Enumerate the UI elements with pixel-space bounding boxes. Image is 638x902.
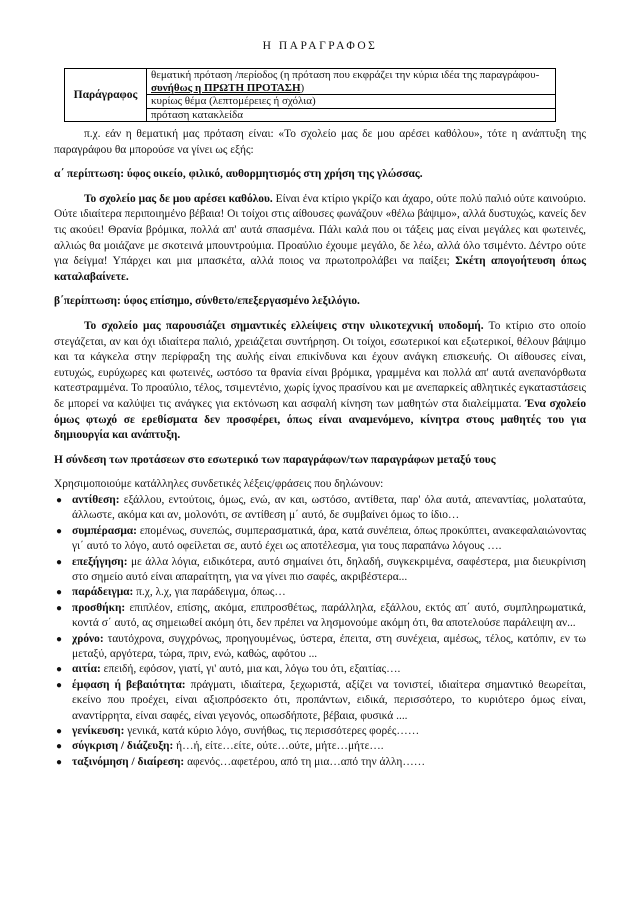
connective-category: προσθήκη:	[72, 601, 126, 614]
bullet-icon: ●	[56, 756, 63, 768]
list-item	[54, 739, 586, 754]
connective-category: αντίθεση:	[72, 493, 120, 506]
connective-examples: ταυτόχρονα, συγχρόνως, προηγουμένως, ύστερα, έπειτα, στη συνέχεια, αμέσως, τέλος, κατόπιν, εν τω μεταξύ, αργότερα, τώρα, πριν, ενώ, καθώς, αφότου ...	[72, 632, 586, 660]
bullet-icon: ●	[56, 664, 63, 676]
connective-category: γενίκευση:	[72, 724, 125, 737]
topic-sentence-text: θεματική πρόταση /περίοδος (η πρόταση που εκφράζει την κύρια ιδέα της παραγράφου-	[151, 69, 540, 81]
bullet-icon: ●	[56, 602, 63, 614]
list-item	[54, 755, 586, 770]
case-a-heading: α΄ περίπτωση: ύφος οικείο, φιλικό, αυθορμητισμός στη χρήση της γλώσσας.	[54, 168, 423, 181]
connective-category: ταξινόμηση / διαίρεση:	[72, 755, 185, 768]
connectives-list	[54, 493, 586, 770]
connective-category: σύγκριση / διάζευξη:	[72, 740, 174, 753]
list-item	[54, 601, 586, 632]
paragraph-parts-table	[64, 68, 556, 122]
connective-category: χρόνο:	[72, 632, 104, 645]
bullet-icon: ●	[56, 556, 63, 568]
table-cell-conclusion: πρόταση κατακλείδα	[147, 108, 556, 122]
case-b-paragraph	[54, 319, 586, 444]
connective-category: έμφαση ή βεβαιότητα:	[72, 678, 186, 691]
page-title: Η ΠΑΡΑΓΡΑΦΟΣ	[262, 40, 378, 52]
connective-examples: π.χ, λ.χ, για παράδειγμα, όπως…	[133, 586, 286, 599]
bullet-icon: ●	[56, 494, 63, 506]
connective-examples: εξάλλου, εντούτοις, όμως, ενώ, αν και, ωστόσο, αντίθετα, παρ' όλα αυτά, απεναντίας, μολαταύτα, άλλωστε, ακόμα και αν, μολονότι, σε αντίθεση μ΄ αυτό, δε συμβαίνει όμως το ίδιο…	[72, 493, 586, 522]
case-a-conclusion: Σκέτη απογοήτευση όπως καταλαβαίνετε.	[54, 255, 586, 283]
connective-category: επεξήγηση:	[72, 555, 128, 568]
bullet-icon: ●	[56, 525, 63, 537]
case-a-paragraph	[54, 192, 586, 286]
topic-sentence-close: )	[300, 81, 305, 94]
list-item	[54, 678, 586, 724]
bullet-icon: ●	[56, 633, 63, 645]
bullet-icon: ●	[56, 741, 63, 753]
list-item	[54, 662, 586, 677]
case-b-heading: β΄περίπτωση: ύφος επίσημο, σύνθετο/επεξεργασμένο λεξιλόγιο.	[54, 295, 360, 308]
list-item	[54, 524, 586, 555]
case-b-body: Το κτίριο στο οποίο στεγάζεται, αν και όχι ιδιαίτερα παλιό, χρειάζεται συντήρηση. Οι τοίχοι, εσωτερικοί και εξωτερικοί, θέλουν βάψιμο και τα κάγκελα στην περίφραξη της αυλής είναι επικίνδυνα και έχουν ανάγκη επισκευής. Οι αίθουσες είναι, ευτυχώς, ευρύχωρες και φωτεινές, ωστόσο τα θρανία είναι βρόμικα, γραμμένα και πολλά απ' αυτά ανεπανόρθωτα κατεστραμμένα. Το προαύλιο, τέλος, τσιμεντένιο, χωρίς ίχνος πρασίνου και με ανεπαρκείς αθλητικές εγκαταστάσεις δε μπορεί να καλύψει τις ανάγκες για εκτόνωση και ασφαλή κίνηση των μαθητών στα διαλείμματα.	[54, 319, 586, 410]
topic-sentence-emphasis: συνήθως η ΠΡΩΤΗ ΠΡΟΤΑΣΗ	[151, 81, 301, 94]
list-item	[54, 724, 586, 739]
connective-examples: γενικά, κατά κύριο λόγο, συνήθως, τις περισσότερες φορές……	[124, 724, 420, 737]
connections-heading: Η σύνδεση των προτάσεων στο εσωτερικό των παραγράφων/των παραγράφων μεταξύ τους	[54, 453, 496, 466]
bullet-icon: ●	[56, 679, 63, 691]
case-b-topic-sentence: Το σχολείο μας παρουσιάζει σημαντικές ελλείψεις στην υλικοτεχνική υποδομή.	[84, 319, 484, 332]
table-row-header: Παράγραφος	[65, 69, 147, 122]
table-cell-topic-sentence	[147, 69, 556, 95]
list-item	[54, 493, 586, 524]
bullet-icon: ●	[56, 587, 63, 599]
case-a-body: Είναι ένα κτίριο γκρίζο και άχαρο, ούτε πολύ παλιό ούτε καινούριο. Ούτε ιδιαίτερα περιποιημένο βέβαια! Οι τοίχοι στις αίθουσες φωνάζουν «θέλω βάψιμο», αλλά δυστυχώς, κανείς δεν τις ακούει! Θρανία βρόμικα, πολλά απ' αυτά σπασμένα. Πάλι καλά που οι τάξεις μας είναι μεγάλες και φωτεινές, αλλιώς θα μοιάζανε με σκοτεινά μπουντρούμια. Προαύλιο έχουμε μεγάλο, δε λέω, αλλά όλο τσιμέντο. Δέντρο ούτε για δείγμα! Υπάρχει και μια μπασκέτα, αλλά ποιος να πρωτοπρολάβει να παίξει;	[54, 192, 586, 268]
connective-examples: επιπλέον, επίσης, ακόμα, επιπροσθέτως, παράλληλα, εξάλλου, εκτός απ΄ αυτό, συμπληρωματικά, κοντά σ΄ αυτό, ας σημειωθεί ακόμη ότι, δεν πρέπει να λησμονούμε ακόμη ότι, θα αποτελούσε παράλειψη αν...	[72, 601, 586, 630]
connective-examples: αφενός…αφετέρου, από τη μια…από την άλλη……	[184, 755, 426, 768]
case-a-topic-sentence: Το σχολείο μας δε μου αρέσει καθόλου.	[84, 192, 273, 205]
bullet-icon: ●	[56, 725, 63, 737]
connective-category: αιτία:	[72, 663, 101, 676]
connective-examples: ή…ή, είτε…είτε, ούτε…ούτε, μήτε…μήτε….	[173, 740, 384, 753]
list-item	[54, 585, 586, 600]
table-row	[65, 69, 556, 95]
connective-examples: επειδή, εφόσον, γιατί, γι' αυτό, μια και, λόγω του ότι, εξαιτίας….	[100, 663, 401, 676]
connective-examples: επομένως, συνεπώς, συμπερασματικά, άρα, κατά συνέπεια, όπως προκύπτει, ανακεφαλαιώνοντας γι΄ αυτό το λόγο, αυτό οφείλεται σε, αυτό έχει ως αποτέλεσμα, για τους παραπάνω λόγους ….	[72, 524, 586, 553]
list-item	[54, 555, 586, 586]
connective-category: συμπέρασμα:	[72, 524, 137, 537]
connections-intro: Χρησιμοποιούμε κατάλληλες συνδετικές λέξεις/φράσεις που δηλώνουν:	[54, 478, 384, 491]
list-item	[54, 632, 586, 663]
intro-paragraph: π.χ. εάν η θεματική μας πρόταση είναι: «Το σχολείο μας δε μου αρέσει καθόλου», τότε η ανάπτυξη της παραγράφου θα μπορούσε να γίνει ως εξής:	[54, 128, 586, 156]
connective-examples: πράγματι, ιδιαίτερα, ξεχωριστά, αξίζει να τονιστεί, ιδιαίτερα σημαντικό θεωρείται, εκείνο που προέχει, είναι αξιοπρόσεκτο ότι, προπάντων, ειδικά, περισσότερο, το κυριότερο όμως είναι, αναντίρρητα, είναι σαφές, είναι γεγονός, οπωσδήποτε, βέβαια, φυσικά ....	[72, 678, 586, 722]
table-cell-main-body: κυρίως θέμα (λεπτομέρειες ή σχόλια)	[147, 95, 556, 109]
case-b-conclusion: Ένα σχολείο όμως φτωχό σε ερεθίσματα δεν προσφέρει, όπως είναι αναμενόμενο, κίνητρα στους μαθητές του για δημιουργία και ανάπτυξη.	[54, 397, 587, 442]
connective-category: παράδειγμα:	[72, 586, 134, 599]
connective-examples: με άλλα λόγια, ειδικότερα, αυτό σημαίνει ότι, δηλαδή, συγκεκριμένα, σαφέστερα, μια διευκρίνιση στο σημείο αυτό είναι απαραίτητη, για να γίνει πιο σαφές, ακριβέστερα...	[72, 555, 586, 583]
